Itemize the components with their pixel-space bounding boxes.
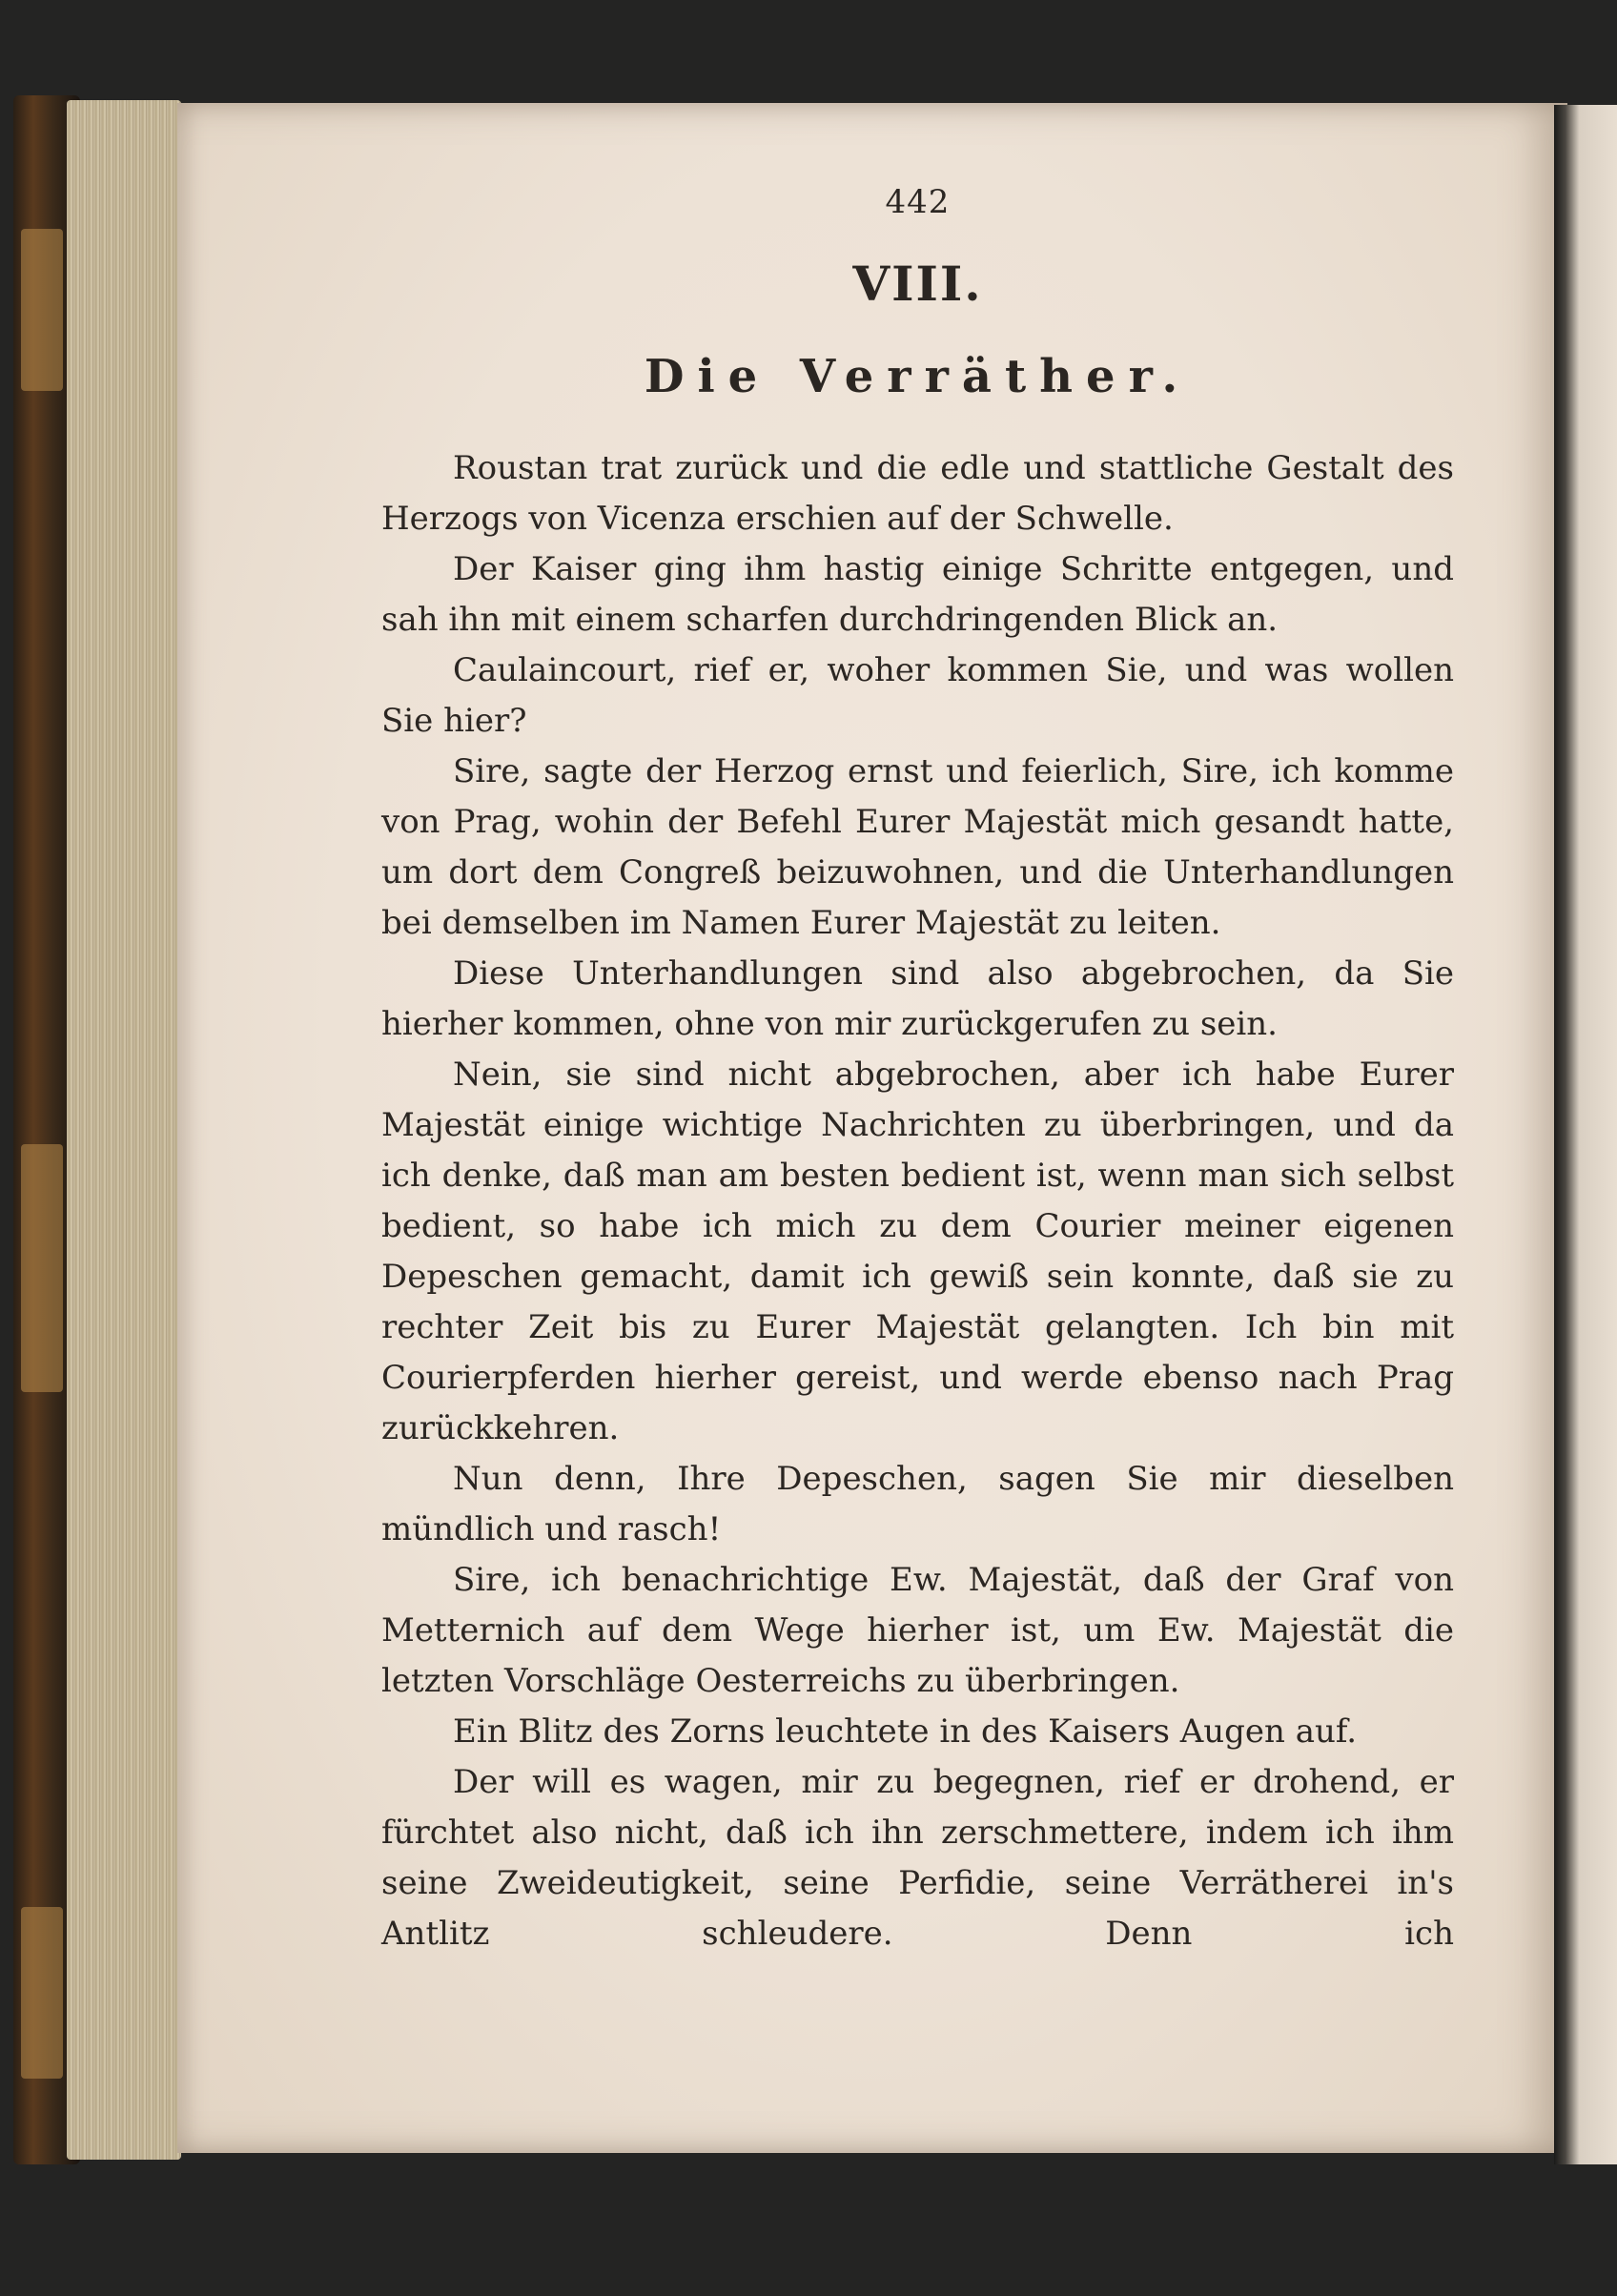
paragraph: Der will es wagen, mir zu begegnen, rief er drohend, er fürchtet also nicht, daß ich ihn zerschmettere, indem ich ihm seine Zweideutigkeit, seine Perfidie, seine Verrätherei in's Antlitz schleudere. Denn ich xyxy=(381,1763,1454,1953)
paragraph: Diese Unterhandlungen sind also abgebrochen, da Sie hierher kommen, ohne von mir zurückgerufen zu sein. xyxy=(381,954,1454,1043)
cover-worn-spot xyxy=(21,1907,63,2079)
chapter-number: VIII. xyxy=(852,256,983,312)
paragraph: Sire, ich benachrichtige Ew. Majestät, daß der Graf von Metternich auf dem Wege hierher ist, um Ew. Majestät die letzten Vorschläge Oesterreichs zu überbringen. xyxy=(381,1561,1454,1700)
page-text xyxy=(381,172,1454,1959)
paragraph: Nein, sie sind nicht abgebrochen, aber ich habe Eurer Majestät einige wichtige Nachrichten zu überbringen, und da ich denke, daß man am besten bedient ist, wenn man sich selbst bedient, so habe ich mich zu dem Courier meiner eigenen Depeschen gemacht, damit ich gewiß sein konnte, daß sie zu rechter Zeit bis zu Eurer Majestät gelangten. Ich bin mit Courierpferden hierher gereist, und werde ebenso nach Prag zurückkehren. xyxy=(381,1056,1454,1447)
chapter-title: Die Verräther. xyxy=(644,350,1192,403)
paragraph: Nun denn, Ihre Depeschen, sagen Sie mir dieselben mündlich und rasch! xyxy=(381,1460,1454,1548)
paragraph: Sire, sagte der Herzog ernst und feierlich, Sire, ich komme von Prag, wohin der Befehl Eurer Majestät mich gesandt hatte, um dort dem Congreß beizuwohnen, und die Unterhandlungen bei demselben im Namen Eurer Majestät zu leiten. xyxy=(381,752,1454,942)
facing-page-edge xyxy=(1554,105,1617,2164)
paragraph: Der Kaiser ging ihm hastig einige Schritte entgegen, und sah ihn mit einem scharfen durchdringenden Blick an. xyxy=(381,550,1454,639)
paragraph: Caulaincourt, rief er, woher kommen Sie, und was wollen Sie hier? xyxy=(381,651,1454,740)
cover-worn-spot xyxy=(21,1144,63,1392)
paragraph: Roustan trat zurück und die edle und stattliche Gestalt des Herzogs von Vicenza erschien auf der Schwelle. xyxy=(381,449,1454,538)
paragraph: Ein Blitz des Zorns leuchtete in des Kaisers Augen auf. xyxy=(453,1712,1358,1751)
cover-worn-spot xyxy=(21,229,63,391)
page-number: 442 xyxy=(885,183,951,221)
page-edges xyxy=(67,100,181,2160)
